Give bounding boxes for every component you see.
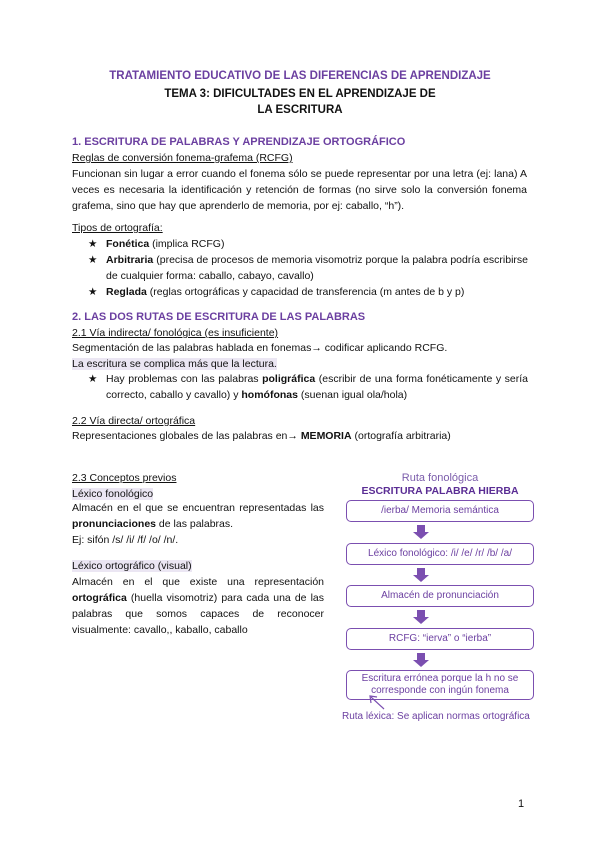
indirect-route-heading: 2.1 Vía indirecta/ fonológica (es insuficiente) bbox=[72, 327, 279, 339]
memory-term: MEMORIA bbox=[300, 430, 352, 442]
bullet-text: (suenan igual ola/hola) bbox=[297, 389, 408, 401]
bullet-problems bbox=[88, 371, 528, 403]
text-part: de las palabras. bbox=[156, 518, 234, 530]
spelling-types-heading: Tipos de ortografía: bbox=[72, 222, 163, 234]
bullet-text: (reglas ortográficas y capacidad de transferencia (m antes de b y p) bbox=[146, 286, 465, 298]
star-bullet-icon: ★ bbox=[88, 238, 98, 250]
bullet-term: Arbitraria bbox=[106, 254, 154, 266]
bullet-term: Fonética bbox=[106, 238, 150, 250]
bullet-text: (precisa de procesos de memoria visomotriz porque la palabra podría escribirse de cualquier forma: caballo, cabayo, cavallo) bbox=[106, 254, 528, 282]
concepts-heading: 2.3 Conceptos previos bbox=[72, 472, 177, 484]
star-bullet-icon: ★ bbox=[88, 373, 98, 385]
highlighted-note: La escritura se complica más que la lectura. bbox=[72, 358, 277, 370]
diagram-box-phonological-lexicon: Léxico fonológico: /i/ /e/ /r/ /b/ /a/ bbox=[346, 543, 534, 565]
bullet-reglada bbox=[88, 284, 528, 300]
diagonal-arrow-icon bbox=[368, 695, 386, 711]
bullet-term: Reglada bbox=[106, 286, 147, 298]
indirect-route-text: Segmentación de las palabras hablada en fonemas→ codificar aplicando RCFG. bbox=[72, 342, 448, 354]
section-1-heading: 1. ESCRITURA DE PALABRAS Y APRENDIZAJE ORTOGRÁFICO bbox=[72, 136, 406, 148]
direct-route-heading: 2.2 Vía directa/ ortográfica bbox=[72, 415, 196, 427]
diagram-box-rcfg: RCFG: “ierva” o “ierba” bbox=[346, 628, 534, 650]
bullet-term: poligráfica bbox=[262, 373, 316, 385]
diagram-title: Ruta fonológica bbox=[401, 472, 479, 484]
orthographic-lexicon-heading: Léxico ortográfico (visual) bbox=[72, 560, 192, 572]
diagram-subtitle: ESCRITURA PALABRA HIERBA bbox=[361, 485, 519, 497]
bullet-term: homófonas bbox=[241, 389, 298, 401]
bullet-arbitraria bbox=[88, 252, 528, 284]
course-title: TRATAMIENTO EDUCATIVO DE LAS DIFERENCIAS DE APRENDIZAJE bbox=[109, 70, 491, 82]
page-number: 1 bbox=[518, 798, 525, 810]
text-part: (ortografía arbitraria) bbox=[351, 430, 451, 442]
star-bullet-icon: ★ bbox=[88, 286, 98, 298]
orthographic-term: ortográfica bbox=[72, 592, 127, 604]
bullet-text: (implica RCFG) bbox=[149, 238, 225, 250]
topic-title-cont: LA ESCRITURA bbox=[257, 104, 343, 116]
bullet-fonetica bbox=[88, 236, 528, 252]
phonological-example: Ej: sifón /s/ /i/ /f/ /o/ /n/. bbox=[72, 534, 179, 546]
bullet-text: Hay problemas con las palabras bbox=[106, 373, 263, 385]
section-2-heading: 2. LAS DOS RUTAS DE ESCRITURA DE LAS PALABRAS bbox=[72, 311, 366, 323]
phonological-lexicon-text bbox=[72, 500, 324, 532]
diagram-box-semantic-memory: /ierba/ Memoria semántica bbox=[346, 500, 534, 522]
diagram-box-wrong-spelling: Escritura errónea porque la h no se corresponde con ingún fonema bbox=[346, 670, 534, 700]
text-part: Representaciones globales de las palabras en→ bbox=[72, 430, 301, 442]
bullet-text: (escribir de una forma fonéticamente y sería correcto, caballo y cavallo) y bbox=[106, 373, 528, 401]
phonological-lexicon-heading: Léxico fonológico bbox=[72, 488, 154, 500]
topic-title: TEMA 3: DIFICULTADES EN EL APRENDIZAJE DE bbox=[164, 88, 436, 100]
direct-route-text bbox=[72, 428, 527, 444]
rcfg-heading: Reglas de conversión fonema-grafema (RCFG) bbox=[72, 152, 293, 164]
diagram-box-pronunciation-store: Almacén de pronunciación bbox=[346, 585, 534, 607]
lexical-route-note: Ruta léxica: Se aplican normas ortográfica bbox=[342, 711, 530, 722]
text-part: Almacén en el que existe una representación bbox=[72, 576, 324, 588]
orthographic-lexicon-text bbox=[72, 574, 324, 638]
text-part: Almacén en el que se encuentran representadas las bbox=[72, 502, 324, 514]
star-bullet-icon: ★ bbox=[88, 254, 98, 266]
pronunciations-term: pronunciaciones bbox=[72, 518, 157, 530]
text-part: (huella visomotriz) para cada una de las palabras que somos capaces de reconocer visualmente: cavallo,, kaballo, caballo bbox=[72, 592, 324, 636]
rcfg-paragraph: Funcionan sin lugar a error cuando el fonema sólo se puede representar por una letra (ej: lana) A veces es necesaria la identificación y retención de formas (no sirve solo la conversión fonema grafema, sino que hay que aprenderlo de memoria, por ej: caballo, “h”). bbox=[72, 168, 527, 212]
